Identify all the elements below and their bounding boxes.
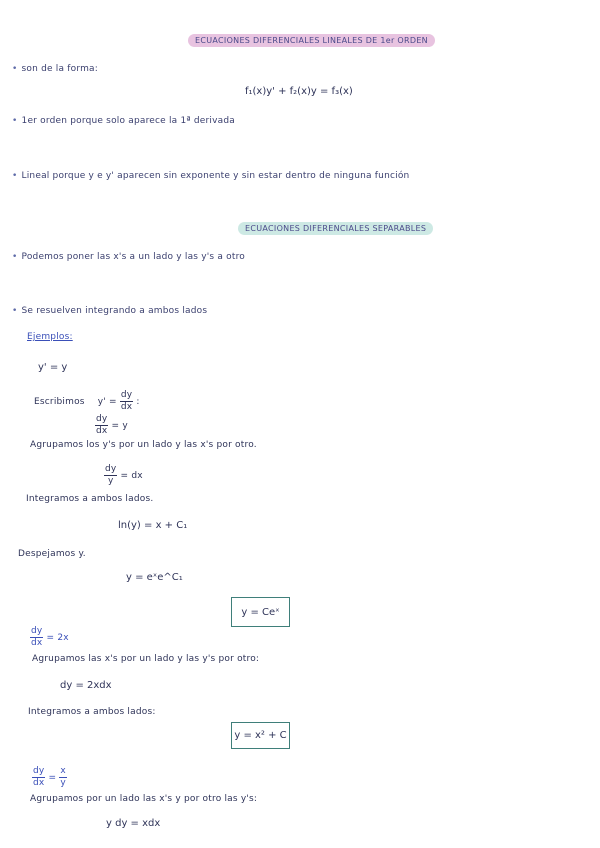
bullet-resuelven bbox=[12, 306, 207, 316]
bullet-icon: • bbox=[12, 306, 18, 316]
fraction-denominator: dx bbox=[33, 778, 45, 788]
ex3-equation bbox=[32, 766, 67, 789]
ex1-step3-rhs: = dx bbox=[120, 471, 143, 481]
ex1-step3-fraction bbox=[104, 464, 117, 487]
fraction-denominator: dx bbox=[120, 402, 133, 412]
bullet-text: 1er orden porque solo aparece la 1ª derivada bbox=[21, 116, 235, 126]
heading-separables: ECUACIONES DIFERENCIALES SEPARABLES bbox=[238, 222, 433, 235]
ex1-solved: y = eˣe^C₁ bbox=[126, 572, 183, 583]
fraction-denominator: y bbox=[107, 476, 114, 486]
bullet-orden bbox=[12, 116, 235, 126]
ejemplos-label: Ejemplos: bbox=[27, 332, 73, 342]
ex2-agrupamos: Agrupamos las x's por un lado y las y's por otro: bbox=[32, 654, 260, 664]
ex3-equals: = bbox=[48, 773, 57, 783]
fraction-numerator: dy bbox=[120, 390, 133, 400]
ex1-equation: y' = y bbox=[38, 362, 68, 373]
heading-lineales: ECUACIONES DIFERENCIALES LINEALES DE 1er ORDEN bbox=[188, 34, 435, 47]
ex2-equation bbox=[30, 626, 69, 649]
bullet-icon: • bbox=[12, 116, 18, 126]
fraction-numerator: dy bbox=[31, 626, 43, 636]
ex3-right-fraction bbox=[59, 766, 67, 789]
formula-lineal: f₁(x)y' + f₂(x)y = f₃(x) bbox=[245, 86, 353, 97]
ex1-despejamos: Despejamos y. bbox=[18, 549, 86, 559]
ex1-escribimos-text: Escribimos bbox=[34, 397, 85, 407]
ex1-yprime: y' = bbox=[97, 397, 117, 407]
bullet-text: Podemos poner las x's a un lado y las y's a otro bbox=[21, 252, 246, 262]
ex1-colon: : bbox=[136, 397, 140, 407]
bullet-text: Se resuelven integrando a ambos lados bbox=[21, 306, 208, 316]
fraction-denominator: dx bbox=[31, 638, 43, 648]
bullet-lineal bbox=[12, 171, 409, 181]
fraction-numerator: dy bbox=[105, 464, 117, 474]
bullet-forma bbox=[12, 64, 98, 74]
ex1-escribimos bbox=[34, 390, 140, 413]
ex1-dydx-fraction bbox=[120, 390, 133, 413]
ex3-agrupamos: Agrupamos por un lado las x's y por otro las y's: bbox=[30, 794, 258, 804]
fraction-numerator: dy bbox=[33, 766, 45, 776]
ex3-left-fraction bbox=[32, 766, 45, 789]
fraction-numerator: x bbox=[60, 766, 66, 776]
ex1-integral: ln(y) = x + C₁ bbox=[118, 520, 188, 531]
bullet-text: Lineal porque y e y' aparecen sin exponente y sin estar dentro de ninguna función bbox=[21, 171, 410, 181]
ex1-integramos: Integramos a ambos lados. bbox=[26, 494, 154, 504]
ex2-rhs: = 2x bbox=[46, 633, 69, 643]
fraction-denominator: dx bbox=[96, 426, 108, 436]
ex2-answer-box: y = x² + C bbox=[231, 722, 290, 749]
fraction-denominator: y bbox=[60, 778, 66, 788]
bullet-poner bbox=[12, 252, 245, 262]
ex2-fraction bbox=[30, 626, 43, 649]
ex1-step2 bbox=[95, 414, 128, 437]
bullet-text: son de la forma: bbox=[21, 64, 98, 74]
ex1-step2-rhs: = y bbox=[111, 421, 128, 431]
ex1-step3 bbox=[104, 464, 143, 487]
bullet-icon: • bbox=[12, 252, 18, 262]
ex1-agrupamos: Agrupamos los y's por un lado y las x's por otro. bbox=[30, 440, 257, 450]
fraction-numerator: dy bbox=[96, 414, 108, 424]
bullet-icon: • bbox=[12, 64, 18, 74]
ex1-answer-box: y = Ceˣ bbox=[231, 597, 290, 627]
ex3-step: y dy = xdx bbox=[106, 818, 161, 829]
ex2-integramos: Integramos a ambos lados: bbox=[28, 707, 156, 717]
bullet-icon: • bbox=[12, 171, 18, 181]
ex2-step: dy = 2xdx bbox=[60, 680, 112, 691]
ex1-step2-fraction bbox=[95, 414, 108, 437]
